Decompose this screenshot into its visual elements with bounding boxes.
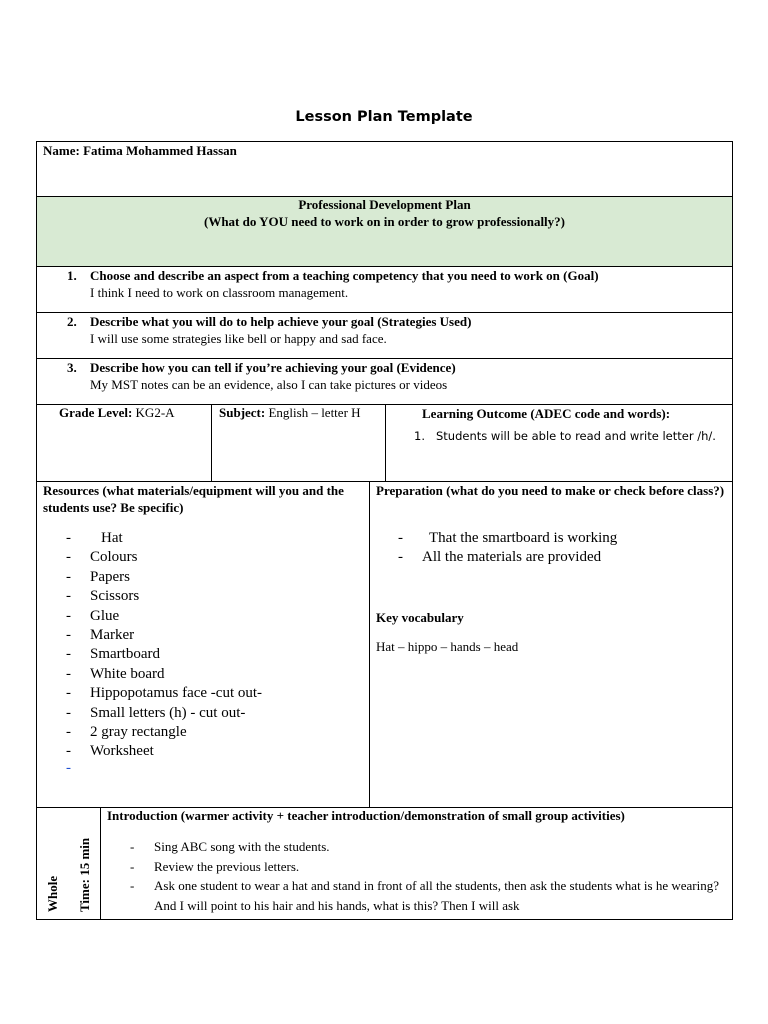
list-dash: -	[66, 743, 71, 760]
subject-label: Subject:	[219, 405, 266, 420]
goal-number: 2.	[67, 314, 77, 329]
grade-value: KG2-A	[135, 405, 175, 420]
resource-item	[37, 723, 369, 742]
list-dash: -	[398, 549, 403, 566]
list-item-text: Sing ABC song with the students.	[154, 839, 330, 854]
time-label: Time: 15 min	[77, 837, 92, 912]
goal-number: 1.	[67, 268, 77, 283]
goal-title: Describe what you will do to help achieve your goal (Strategies Used)	[90, 314, 472, 329]
introduction-item	[101, 837, 732, 857]
resource-item	[37, 684, 369, 703]
key-vocabulary-words: Hat – hippo – hands – head	[376, 639, 519, 654]
resource-item	[37, 742, 369, 761]
goal-answer: My MST notes can be an evidence, also I can take pictures or videos	[90, 377, 448, 392]
introduction-list	[101, 837, 732, 915]
list-dash: -	[398, 530, 403, 546]
goal-answer: I will use some strategies like bell or happy and sad face.	[90, 331, 387, 346]
resource-item	[37, 645, 369, 664]
resource-item	[37, 587, 369, 606]
name-row	[36, 141, 733, 197]
list-item-text: Review the previous letters.	[154, 858, 300, 874]
list-item-text: Ask one student to wear a hat and stand in front of all the students, then ask the students what is he wearing? And I will point to his hair and his hands, what is this? Then I will ask	[154, 878, 720, 913]
preparation-item	[370, 529, 732, 548]
goal-row-1	[36, 266, 733, 313]
grade-label: Grade Level:	[59, 405, 133, 420]
list-dash: -	[66, 588, 71, 605]
key-vocabulary-heading: Key vocabulary	[376, 610, 464, 625]
outcome-number: 1.	[414, 429, 425, 443]
resources-cell	[36, 481, 370, 808]
whole-label: Whole	[45, 875, 60, 912]
grade-level	[59, 405, 175, 421]
goal-title: Describe how you can tell if you’re achieving your goal (Evidence)	[90, 360, 456, 375]
introduction-cell	[100, 807, 733, 920]
resource-item	[37, 607, 369, 626]
preparation-heading: Preparation (what do you need to make or check before class?)	[376, 483, 725, 498]
goal-row-3	[36, 358, 733, 405]
introduction-side-cell	[36, 807, 101, 920]
list-item-text: Colours	[90, 549, 138, 566]
resources-empty-dash: -	[66, 760, 71, 776]
outcome-cell	[385, 404, 733, 482]
resource-item	[37, 548, 369, 567]
list-item-text: Papers	[90, 568, 130, 585]
list-dash: -	[130, 878, 135, 893]
resource-item	[37, 626, 369, 645]
list-dash: -	[66, 704, 71, 721]
list-dash: -	[66, 607, 71, 624]
list-item-text: Worksheet	[90, 743, 154, 760]
list-dash: -	[66, 530, 71, 546]
preparation-item	[370, 548, 732, 567]
subject	[219, 405, 361, 421]
document-title: Lesson Plan Template	[295, 109, 473, 125]
list-dash: -	[66, 646, 71, 663]
list-item-text: White board	[90, 665, 165, 682]
list-item-text: 2 gray rectangle	[90, 724, 187, 741]
preparation-list	[370, 529, 732, 568]
pd-plan-heading: Professional Development Plan	[298, 197, 471, 212]
subject-cell	[211, 404, 386, 482]
list-dash: -	[66, 724, 71, 741]
introduction-item	[101, 876, 732, 915]
resources-heading: Resources (what materials/equipment will you and the students use? Be specific)	[43, 483, 344, 515]
list-dash: -	[66, 627, 71, 644]
list-item-text: That the smartboard is working	[429, 530, 618, 546]
list-dash: -	[66, 568, 71, 585]
list-item-text: Hat	[101, 530, 123, 546]
pd-plan-header	[36, 196, 733, 267]
list-item-text: Glue	[90, 607, 120, 624]
preparation-cell	[369, 481, 733, 808]
list-item-text: Small letters (h) - cut out-	[90, 704, 246, 721]
list-item-text: All the materials are provided	[422, 549, 602, 566]
list-item-text: Hippopotamus face -cut out-	[90, 685, 263, 702]
goal-answer: I think I need to work on classroom management.	[90, 285, 349, 300]
resource-item	[37, 568, 369, 587]
list-dash: -	[66, 665, 71, 682]
goal-title: Choose and describe an aspect from a teaching competency that you need to work on (Goal)	[90, 268, 599, 283]
resource-item	[37, 704, 369, 723]
grade-cell	[36, 404, 212, 482]
goal-number: 3.	[67, 360, 77, 375]
resource-item	[37, 665, 369, 684]
list-dash: -	[66, 685, 71, 702]
list-item-text: Smartboard	[90, 646, 160, 663]
list-dash: -	[130, 839, 135, 854]
introduction-item	[101, 857, 732, 877]
list-dash: -	[66, 549, 71, 566]
introduction-heading: Introduction (warmer activity + teacher introduction/demonstration of small group activities)	[107, 808, 625, 823]
list-item-text: Marker	[90, 627, 135, 644]
student-name: Name: Fatima Mohammed Hassan	[43, 143, 237, 158]
resources-list	[37, 529, 369, 762]
list-item-text: Scissors	[90, 588, 140, 605]
subject-value: English – letter H	[268, 405, 361, 420]
list-dash: -	[130, 858, 135, 874]
resource-item	[37, 529, 369, 548]
pd-plan-question: (What do YOU need to work on in order to grow professionally?)	[204, 214, 565, 229]
goal-row-2	[36, 312, 733, 359]
outcome-label: Learning Outcome (ADEC code and words):	[422, 406, 671, 421]
outcome-item: Students will be able to read and write letter /h/.	[436, 429, 716, 443]
